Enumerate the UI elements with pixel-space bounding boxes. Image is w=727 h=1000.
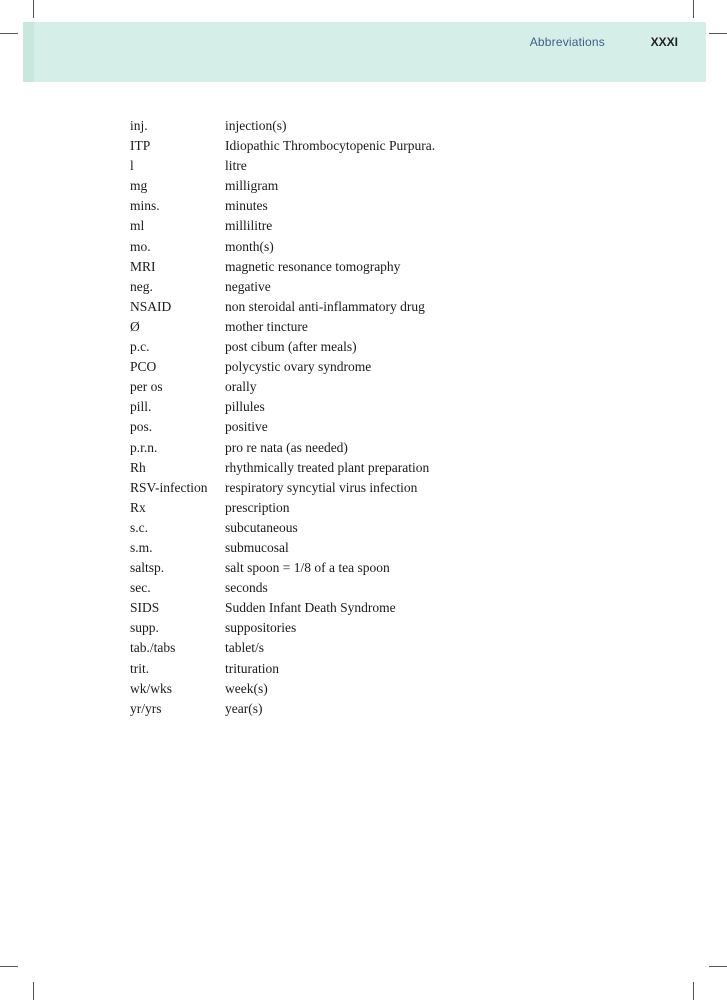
abbreviation-row: [130, 659, 435, 679]
abbreviation-definition: pillules: [225, 399, 265, 415]
abbreviation-definition: injection(s): [225, 118, 287, 133]
abbreviation-term: s.m.: [130, 539, 153, 555]
abbreviation-term: neg.: [130, 278, 153, 294]
abbreviation-definition: month(s): [225, 238, 274, 254]
abbreviation-row: [130, 417, 435, 437]
crop-mark-top-right: [693, 0, 694, 18]
abbreviation-definition: milligram: [225, 178, 279, 194]
abbreviation-row: [130, 578, 435, 598]
abbreviation-row: [130, 237, 435, 257]
abbreviation-row: [130, 176, 435, 196]
abbreviation-row: [130, 618, 435, 638]
abbreviation-row: [130, 598, 435, 618]
abbreviation-definition: mother tincture: [225, 318, 308, 334]
abbreviation-term: PCO: [130, 359, 157, 375]
abbreviation-term: ITP: [130, 138, 151, 154]
abbreviation-definition: week(s): [225, 680, 268, 696]
abbreviation-definition: rhythmically treated plant preparation: [225, 459, 430, 475]
header-accent-stripe: [23, 22, 34, 82]
section-title: Abbreviations: [529, 35, 605, 49]
abbreviation-definition: trituration: [225, 660, 279, 676]
abbreviation-definition: year(s): [225, 700, 263, 716]
abbreviation-definition: pro re nata (as needed): [225, 439, 348, 455]
abbreviation-definition: positive: [225, 419, 268, 435]
abbreviation-row: [130, 518, 435, 538]
abbreviation-row: [130, 699, 435, 719]
abbreviation-row: [130, 136, 435, 156]
abbreviation-term: tab./tabs: [130, 640, 176, 656]
abbreviation-term: p.r.n.: [130, 439, 158, 455]
abbreviation-term: Rh: [130, 459, 146, 475]
abbreviation-row: [130, 377, 435, 397]
crop-mark-top-left: [33, 0, 34, 18]
abbreviation-term: Rx: [130, 499, 146, 515]
abbreviation-definition: millilitre: [225, 218, 273, 234]
abbreviation-row: [130, 458, 435, 478]
abbreviation-term: NSAID: [130, 298, 172, 314]
abbreviation-term: p.c.: [130, 339, 150, 355]
abbreviation-definition: minutes: [225, 198, 268, 214]
abbreviation-row: [130, 156, 435, 176]
abbreviation-definition: submucosal: [225, 539, 289, 555]
crop-mark-bottom-right: [693, 982, 694, 1000]
abbreviation-term: RSV-infection: [130, 479, 208, 495]
abbreviation-row: [130, 438, 435, 458]
abbreviation-row: [130, 257, 435, 277]
abbreviation-definition: subcutaneous: [225, 519, 298, 535]
abbreviation-term: mins.: [130, 198, 160, 214]
abbreviation-row: [130, 216, 435, 236]
abbreviation-list: [130, 116, 435, 719]
abbreviation-definition: suppositories: [225, 620, 297, 636]
abbreviation-row: [130, 337, 435, 357]
abbreviation-definition: prescription: [225, 499, 290, 515]
abbreviation-term: MRI: [130, 258, 156, 274]
abbreviation-row: [130, 498, 435, 518]
abbreviation-row: [130, 116, 435, 136]
abbreviation-definition: orally: [225, 379, 257, 395]
abbreviation-term: mg: [130, 178, 148, 194]
abbreviation-term: per os: [130, 379, 163, 395]
abbreviation-term: trit.: [130, 660, 150, 676]
running-header-band: [23, 22, 706, 82]
abbreviation-definition: polycystic ovary syndrome: [225, 359, 372, 375]
abbreviation-row: [130, 357, 435, 377]
abbreviation-definition: negative: [225, 278, 271, 294]
abbreviation-definition: non steroidal anti-inflammatory drug: [225, 298, 425, 314]
abbreviation-term: Ø: [130, 318, 140, 334]
abbreviation-row: [130, 538, 435, 558]
abbreviation-definition: Idiopathic Thrombocytopenic Purpura.: [225, 138, 436, 154]
abbreviation-row: [130, 297, 435, 317]
crop-mark-top-right-h: [709, 33, 727, 34]
abbreviation-row: [130, 397, 435, 417]
abbreviation-row: [130, 679, 435, 699]
abbreviation-term: inj.: [130, 118, 148, 133]
abbreviation-term: ml: [130, 218, 145, 234]
abbreviation-definition: magnetic resonance tomography: [225, 258, 401, 274]
abbreviation-definition: litre: [225, 158, 247, 174]
crop-mark-top-left-h: [0, 33, 18, 34]
abbreviation-row: [130, 558, 435, 578]
abbreviation-row: [130, 196, 435, 216]
abbreviation-term: pos.: [130, 419, 153, 435]
crop-mark-bottom-right-h: [709, 966, 727, 967]
abbreviation-definition: respiratory syncytial virus infection: [225, 479, 418, 495]
abbreviation-term: saltsp.: [130, 560, 165, 576]
abbreviation-definition: tablet/s: [225, 640, 264, 656]
abbreviation-term: SIDS: [130, 600, 160, 616]
abbreviation-definition: post cibum (after meals): [225, 339, 357, 355]
abbreviation-term: s.c.: [130, 519, 148, 535]
abbreviation-term: supp.: [130, 620, 159, 636]
abbreviation-term: mo.: [130, 238, 151, 254]
abbreviation-definition: seconds: [225, 580, 268, 596]
abbreviation-term: yr/yrs: [130, 700, 162, 716]
crop-mark-bottom-left-h: [0, 966, 18, 967]
abbreviation-row: [130, 277, 435, 297]
crop-mark-bottom-left: [33, 982, 34, 1000]
abbreviation-row: [130, 317, 435, 337]
abbreviation-term: wk/wks: [130, 680, 173, 696]
abbreviation-definition: salt spoon = 1/8 of a tea spoon: [225, 560, 390, 576]
abbreviation-term: pill.: [130, 399, 152, 415]
abbreviation-term: sec.: [130, 580, 151, 596]
abbreviation-row: [130, 478, 435, 498]
abbreviation-row: [130, 638, 435, 658]
abbreviation-term: l: [130, 158, 134, 174]
page-number: XXXI: [650, 35, 678, 49]
abbreviation-definition: Sudden Infant Death Syndrome: [225, 600, 396, 616]
